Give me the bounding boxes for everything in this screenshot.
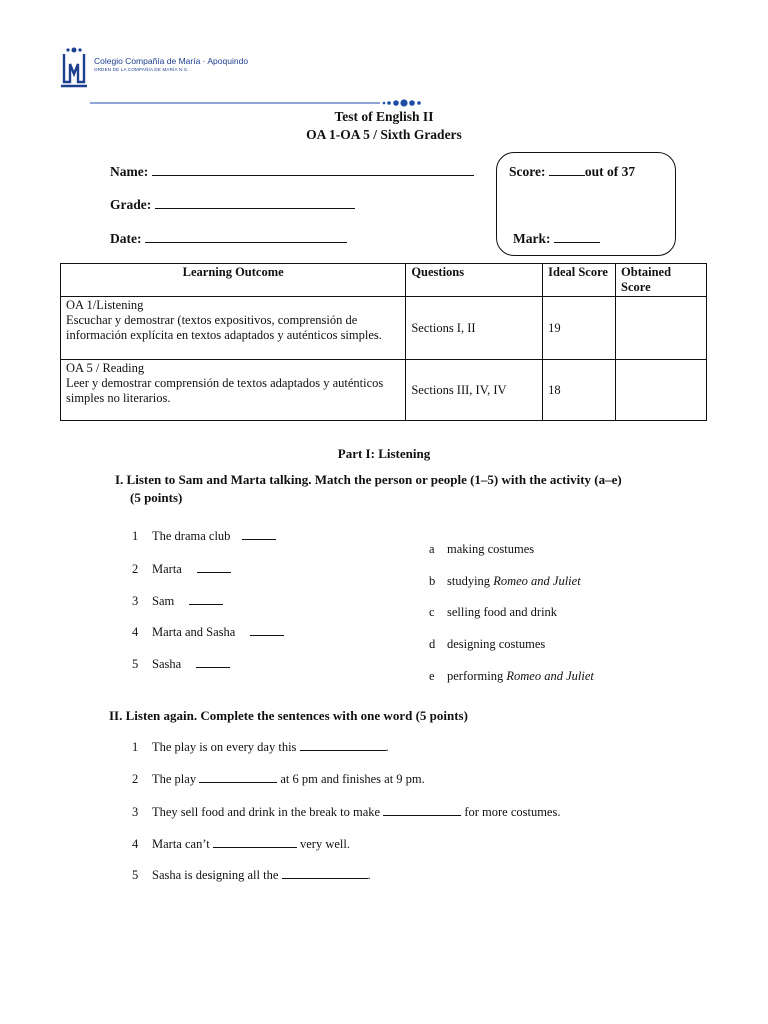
list-item: e performing Romeo and Juliet (429, 669, 594, 683)
list-item: 2 The play at 6 pm and finishes at 9 pm. (132, 772, 425, 786)
list-item: 5 Sasha is designing all the . (132, 868, 371, 882)
mark-blank[interactable] (554, 230, 600, 243)
list-item: 1 The play is on every day this . (132, 740, 389, 754)
answer-blank[interactable] (242, 528, 276, 540)
grade-blank[interactable] (155, 196, 355, 209)
table-header-row (61, 264, 707, 297)
answer-blank[interactable] (282, 867, 368, 879)
header-divider (90, 97, 430, 109)
outcome-cell (61, 360, 406, 421)
answer-blank[interactable] (250, 624, 284, 636)
name-label: Name: (110, 164, 149, 179)
table-row (61, 360, 707, 421)
date-field[interactable] (110, 230, 347, 247)
header-learning-outcome: Learning Outcome (61, 264, 406, 297)
school-subtitle: ORDEN DE LA COMPAÑÍA DE MARÍA N.S. (94, 67, 189, 72)
answer-blank[interactable] (189, 593, 223, 605)
score-label: Score: (509, 164, 546, 179)
obtained-score-cell[interactable] (616, 297, 707, 360)
list-item: 1 The drama club (132, 528, 276, 544)
outcome-title: OA 5 / Reading (66, 361, 145, 375)
list-item: d designing costumes (429, 637, 546, 651)
ideal-score-cell: 19 (543, 297, 616, 360)
list-item: c selling food and drink (429, 605, 558, 619)
outcome-desc: Escuchar y demostrar (textos expositivos, comprensión de información explícita en textos adaptados y auténticos simples. (66, 313, 382, 342)
score-blank[interactable] (549, 163, 585, 176)
learning-outcome-table (60, 263, 707, 421)
score-field[interactable] (509, 163, 635, 180)
school-name: Colegio Compañía de María · Apoquindo (94, 56, 249, 66)
list-item: b studying Romeo and Juliet (429, 574, 581, 588)
outcome-title: OA 1/Listening (66, 298, 144, 312)
list-item: 5 Sasha (132, 656, 230, 672)
section1-points: (5 points) (130, 490, 183, 505)
section2-instruction: II. Listen again. Complete the sentences with one word (5 points) (109, 708, 468, 723)
answer-blank[interactable] (300, 739, 386, 751)
part1-title: Part I: Listening (337, 446, 431, 461)
outcome-cell (61, 297, 406, 360)
outcome-desc: Leer y demostrar comprensión de textos adaptados y auténticos simples no literarios. (66, 376, 384, 405)
list-item: a making costumes (429, 542, 535, 556)
list-item: 3 They sell food and drink in the break to make for more costumes. (132, 805, 561, 819)
mark-label: Mark: (513, 231, 551, 246)
answer-blank[interactable] (197, 561, 231, 573)
header-questions: Questions (406, 264, 543, 297)
answer-blank[interactable] (199, 771, 277, 783)
grade-label: Grade: (110, 197, 152, 212)
questions-cell: Sections III, IV, IV (406, 360, 543, 421)
section1-instruction: I. Listen to Sam and Marta talking. Match the person or people (1–5) with the activity (a–e) (115, 472, 622, 487)
list-item: 4 Marta can’t very well. (132, 837, 350, 851)
answer-blank[interactable] (213, 836, 297, 848)
answer-blank[interactable] (383, 804, 461, 816)
header-obtained-score: Obtained Score (616, 264, 707, 297)
test-title: Test of English II (334, 109, 434, 124)
name-blank[interactable] (152, 163, 474, 176)
date-label: Date: (110, 231, 142, 246)
score-suffix: out of 37 (584, 164, 636, 179)
date-blank[interactable] (145, 230, 347, 243)
list-item: 3 Sam (132, 593, 223, 609)
ideal-score-cell: 18 (543, 360, 616, 421)
table-row (61, 297, 707, 360)
header-ideal-score: Ideal Score (543, 264, 616, 297)
grade-field[interactable] (110, 196, 355, 213)
mark-field[interactable] (513, 230, 600, 247)
answer-blank[interactable] (196, 656, 230, 668)
name-field[interactable] (110, 163, 474, 180)
test-subtitle: OA 1-OA 5 / Sixth Graders (306, 127, 462, 142)
list-item: 2 Marta (132, 561, 231, 577)
questions-cell: Sections I, II (406, 297, 543, 360)
obtained-score-cell[interactable] (616, 360, 707, 421)
list-item: 4 Marta and Sasha (132, 624, 284, 640)
